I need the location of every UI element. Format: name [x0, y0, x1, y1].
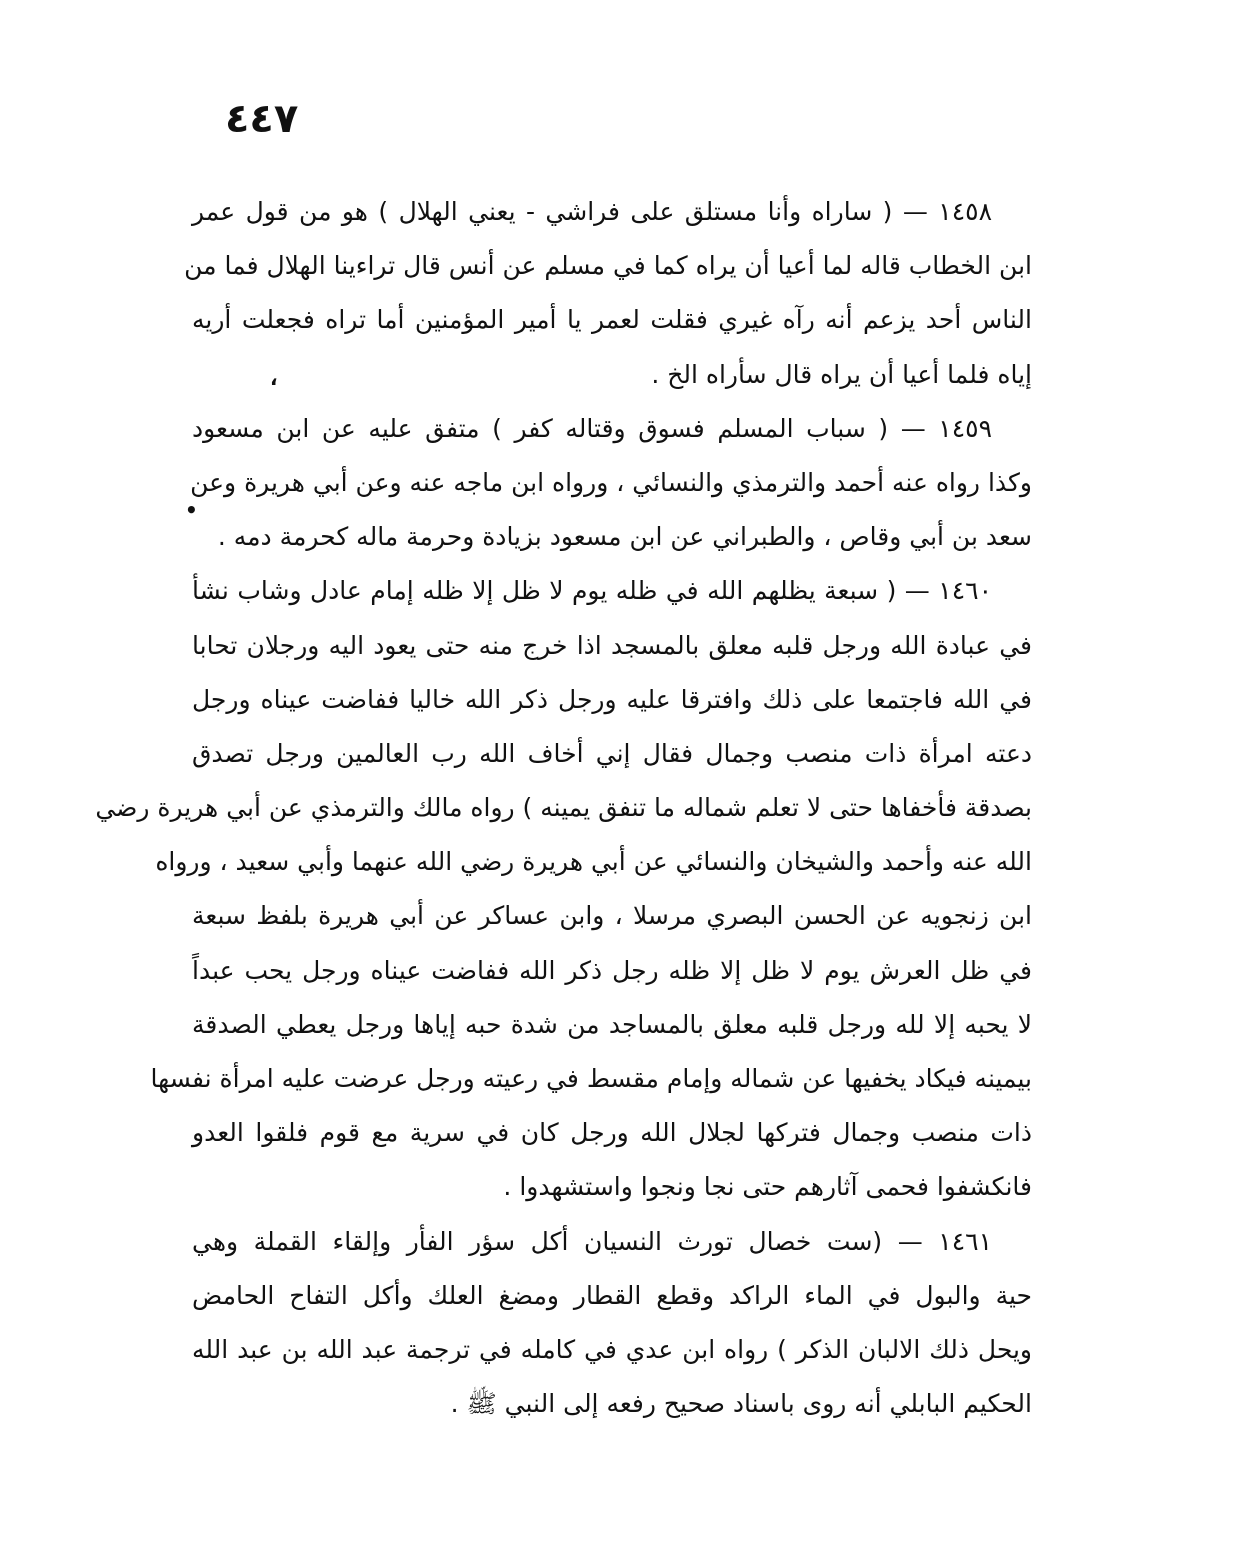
text-line: بصدقة فأخفاها حتى لا تعلم شماله ما تنفق يمينه ) رواه مالك والترمذي عن أبي هريرة رضي	[95, 793, 1032, 823]
text-line: ويحل ذلك الالبان الذكر ) رواه ابن عدي في كامله في ترجمة عبد الله بن عبد الله	[192, 1334, 1032, 1364]
text-line: الناس أحد يزعم أنه رآه غيري فقلت لعمر يا أمير المؤمنين أما تراه فجعلت أريه	[192, 305, 1032, 335]
text-line: حية والبول في الماء الراكد وقطع القطار ومضغ العلك وأكل التفاح الحامض	[192, 1280, 1032, 1310]
hadith-entry-first-line: ١٤٥٨ — ( ساراه وأنا مستلق على فراشي - يعني الهلال ) هو من قول عمر	[192, 197, 992, 226]
text-line: الحكيم البابلي أنه روى باسناد صحيح رفعه إلى النبي ﷺ .	[450, 1389, 1032, 1419]
margin-mark: ،	[270, 366, 278, 390]
hadith-entry-first-line: ١٤٦١ — (ست خصال تورث النسيان أكل سؤر الفأر وإلقاء القملة وهي	[192, 1226, 992, 1256]
text-line: سعد بن أبي وقاص ، والطبراني عن ابن مسعود بزيادة وحرمة ماله كحرمة دمه .	[217, 522, 1032, 552]
document-body	[95, 185, 1032, 1431]
text-line: دعته امرأة ذات منصب وجمال فقال إني أخاف الله رب العالمين ورجل تصدق	[192, 738, 1032, 768]
hadith-entry-first-line: ١٤٦٠ — ( سبعة يظلهم الله في ظله يوم لا ظل إلا ظله إمام عادل وشاب نشأ	[192, 576, 992, 606]
text-line: في الله فاجتمعا على ذلك وافترقا عليه ورجل ذكر الله خاليا ففاضت عيناه ورجل	[192, 684, 1032, 714]
text-line: الله عنه وأحمد والشيخان والنسائي عن أبي هريرة رضي الله عنهما وأبي سعيد ، ورواه	[155, 847, 1032, 877]
text-line: في ظل العرش يوم لا ظل إلا ظله رجل ذكر الله ففاضت عيناه ورجل يحب عبداً	[192, 955, 1032, 985]
text-line: ابن زنجويه عن الحسن البصري مرسلا ، وابن عساكر عن أبي هريرة بلفظ سبعة	[192, 901, 1032, 931]
text-line: فانكشفوا فحمى آثارهم حتى نجا ونجوا واستشهدوا .	[503, 1172, 1032, 1202]
page-number: ٤٤٧	[225, 96, 299, 142]
text-line: ذات منصب وجمال فتركها لجلال الله ورجل كان في سرية مع قوم فلقوا العدو	[192, 1118, 1032, 1148]
text-line: ابن الخطاب قاله لما أعيا أن يراه كما في مسلم عن أنس قال تراءينا الهلال فما من	[184, 251, 1032, 281]
text-line: بيمينه فيكاد يخفيها عن شماله وإمام مقسط في رعيته ورجل عرضت عليه امرأة نفسها	[150, 1064, 1032, 1093]
hadith-entry-first-line: ١٤٥٩ — ( سباب المسلم فسوق وقتاله كفر ) متفق عليه عن ابن مسعود	[192, 413, 992, 443]
margin-mark: •	[185, 498, 198, 522]
text-line: في عبادة الله ورجل قلبه معلق بالمسجد اذا خرج منه حتى يعود اليه ورجلان تحابا	[192, 630, 1032, 660]
text-line: لا يحبه إلا لله ورجل قلبه معلق بالمساجد من شدة حبه إياها ورجل يعطي الصدقة	[192, 1009, 1032, 1039]
text-line: إياه فلما أعيا أن يراه قال سأراه الخ .	[651, 359, 1032, 389]
text-line: وكذا رواه عنه أحمد والترمذي والنسائي ، ورواه ابن ماجه عنه وعن أبي هريرة وعن	[190, 467, 1032, 497]
